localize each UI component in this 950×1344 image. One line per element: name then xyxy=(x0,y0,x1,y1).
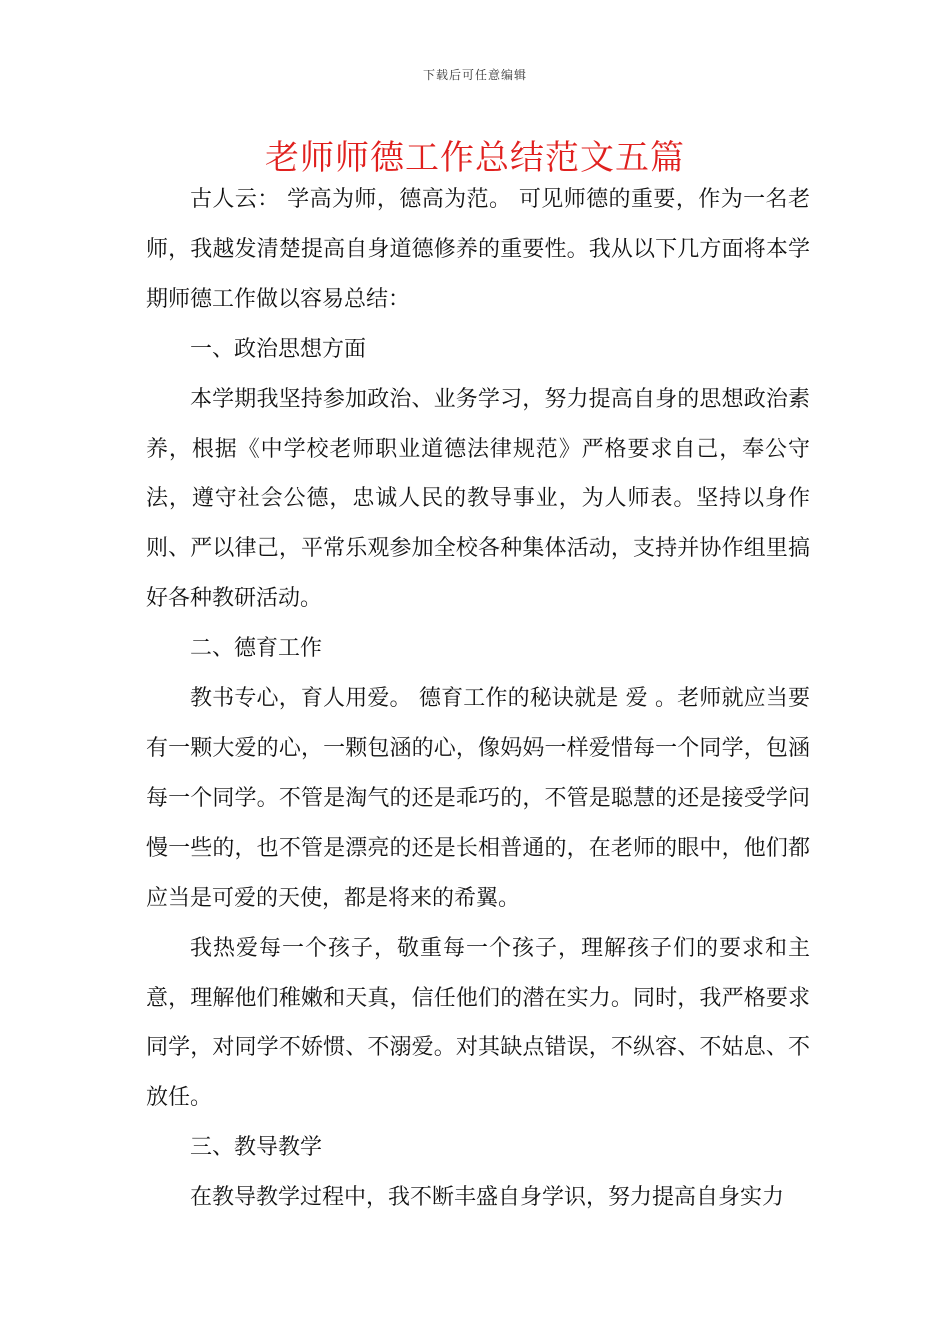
document-title: 老师师德工作总结范文五篇 xyxy=(265,138,685,178)
paragraph-teaching: 在教导教学过程中，我不断丰盛自身学识，努力提高自身实力 xyxy=(190,1185,785,1211)
section-heading-moral-education: 二、德育工作 xyxy=(190,636,323,662)
paragraph-moral-education: 教书专心，育人用爱。 德育工作的秘诀就是 爱 。老师就应当要有一颗大爱的心，一颗包涵的心，像妈妈一样爱惜每一个同学，包涵每一个同学。不管是淘气的还是乖巧的，不管是聪慧的还是接受学问慢一些的，也不管是漂亮的还是长相普通的，在老师的眼中，他们都应当是可爱的天使，都是将来的希翼。 xyxy=(146,686,810,911)
section-heading-teaching: 三、教导教学 xyxy=(190,1135,323,1161)
paragraph-intro: 古人云： 学高为师，德高为范。 可见师德的重要，作为一名老师，我越发清楚提高自身道德修养的重要性。我从以下几方面将本学期师德工作做以容易总结： xyxy=(146,187,810,312)
header-note: 下载后可任意编辑 xyxy=(422,68,527,82)
document-body xyxy=(146,175,810,1223)
section-heading-politics: 一、政治思想方面 xyxy=(190,336,367,362)
paragraph-politics: 本学期我坚持参加政治、业务学习，努力提高自身的思想政治素养，根据《中学校老师职业道德法律规范》严格要求自己，奉公守法，遵守社会公德，忠诚人民的教导事业，为人师表。坚持以身作则、严以律己，平常乐观参加全校各种集体活动，支持并协作组里搞好各种教研活动。 xyxy=(146,386,810,612)
paragraph-love-children: 我热爱每一个孩子，敬重每一个孩子，理解孩子们的要求和主意，理解他们稚嫩和天真，信任他们的潜在实力。同时，我严格要求同学，对同学不娇惯、不溺爱。对其缺点错误，不纵容、不姑息、不放任。 xyxy=(146,935,810,1111)
